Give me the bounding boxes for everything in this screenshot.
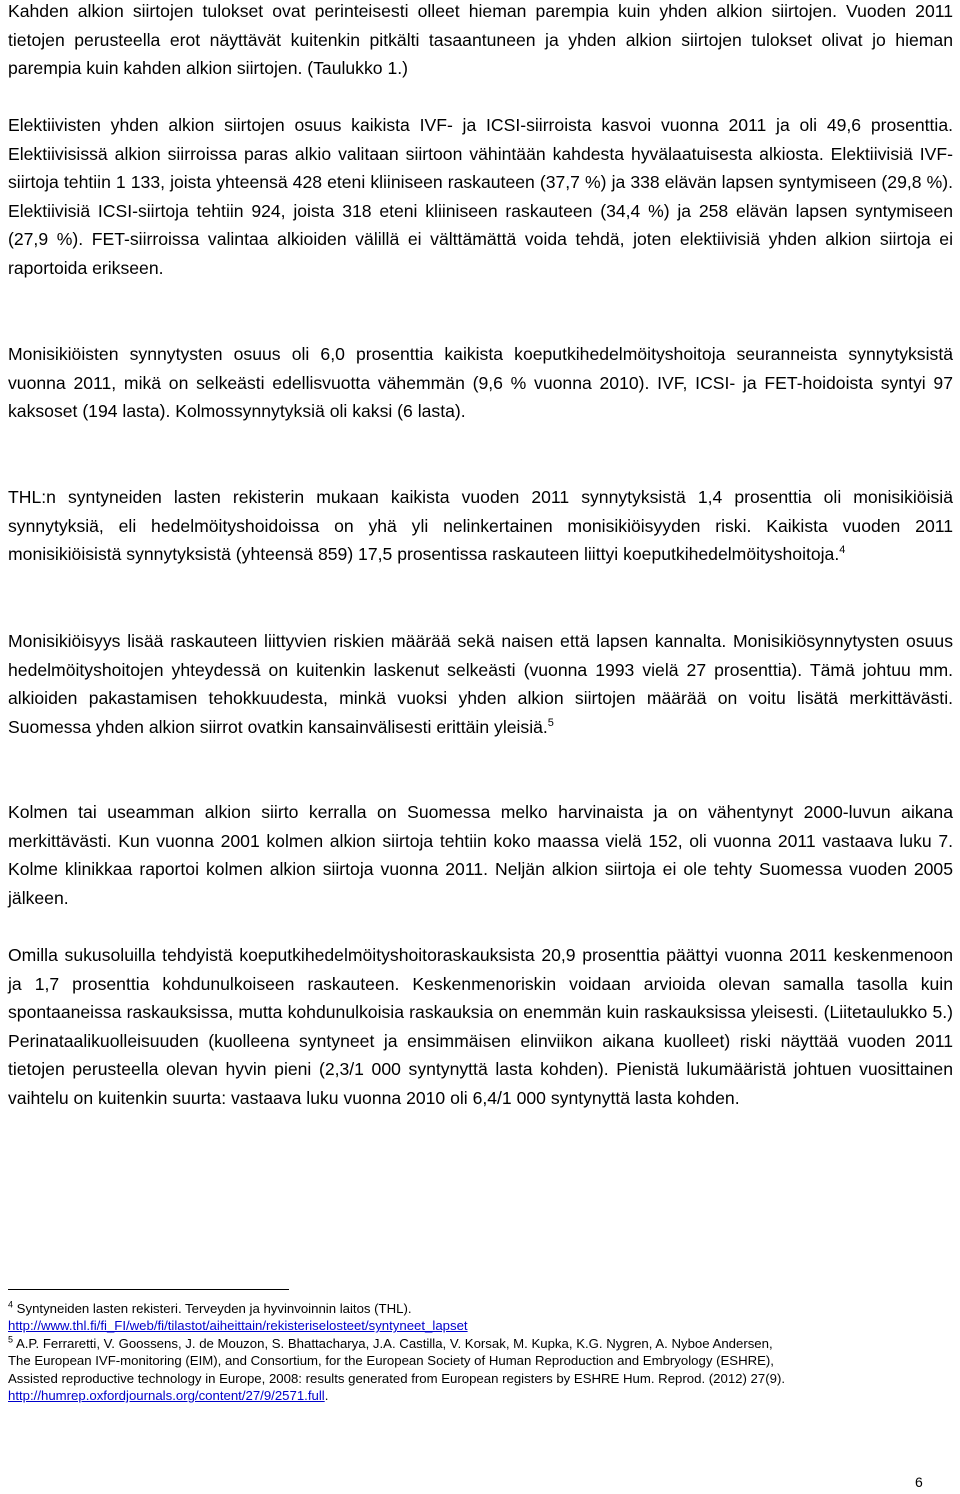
footnote-5-link[interactable]: http://humrep.oxfordjournals.org/content/27/9/2571.full xyxy=(8,1388,325,1404)
paragraph-text: Omilla sukusoluilla tehdyistä koeputkihedelmöityshoitoraskauksista 20,9 prosenttia päättyi vuonna 2011 keskenmenoon ja 1,7 prosenttia kohdunulkoiseen raskauteen. Keskenmenoriskin voidaan arvioida olevan samalla tasolla kuin spontaaneissa raskauksissa, mutta kohdunulkoisia raskauksia on enemmän kuin raskauksissa yleisesti. (Liitetaulukko 5.) Perinataalikuolleisuuden (kuolleena syntyneet ja ensimmäisen elinviikon aikana kuolleet) riski näyttää vuoden 2011 tietojen perusteella olevan hyvin pieni (2,3/1 000 syntynyttä lasta kohden). Pienistä lukumääristä johtuen vuosittainen vaihtelu on kuitenkin suurta: vastaava luku vuonna 2010 oli 6,4/1 000 syntynyttä lasta kohden. xyxy=(8,945,953,1108)
footnote-5-link-line xyxy=(8,1387,953,1404)
footnotes xyxy=(8,1300,953,1404)
paragraph-text: Kolmen tai useamman alkion siirto kerralla on Suomessa melko harvinaista ja on vähentynyt 2000-luvun aikana merkittävästi. Kun vuonna 2001 kolmen alkion siirtoja tehtiin koko maassa vielä 152, oli vuonna 2011 vastaava luku 7. Kolme klinikkaa raportoi kolmen alkion siirtoja vuonna 2011. Neljän alkion siirtoja ei ole tehty Suomessa vuoden 2005 jälkeen. xyxy=(8,802,953,908)
paragraph-text: Monisikiöisyys lisää raskauteen liittyvien riskien määrää sekä naisen että lapsen kannalta. Monisikiösynnytysten osuus hedelmöityshoitojen yhteydessä on kuitenkin laskenut selkeästi (vuonna 1993 vielä 27 prosenttia). Tämä johtuu mm. alkioiden pakastamisen tehokkuudesta, minkä vuoksi yhden alkion siirtojen määrää on voitu lisätä merkittävästi. Suomessa yhden alkion siirrot ovatkin kansainvälisesti erittäin yleisiä. xyxy=(8,631,953,737)
footnote-4-link[interactable]: http://www.thl.fi/fi_FI/web/fi/tilastot/aiheittain/rekisteriselosteet/syntyneet_lapset xyxy=(8,1318,468,1334)
paragraph-text: Kahden alkion siirtojen tulokset ovat perinteisesti olleet hieman parempia kuin yhden alkion siirtojen. Vuoden 2011 tietojen perusteella erot näyttävät kuitenkin pitkälti tasaantuneen ja yhden alkion siirtojen tulokset olivat jo hieman parempia kuin kahden alkion siirtojen. (Taulukko 1.) xyxy=(8,1,953,79)
paragraph-multiple-births xyxy=(8,340,953,426)
paragraph-text: Elektiivisten yhden alkion siirtojen osuus kaikista IVF- ja ICSI-siirroista kasvoi vuonna 2011 ja oli 49,6 prosenttia. Elektiivisissä alkion siirroissa paras alkio valitaan siirtoon vähintään kahdesta hyvälaatuisesta alkiosta. Elektiivisiä IVF-siirtoja tehtiin 1 133, joista yhteensä 428 eteni kliiniseen raskauteen (37,7 %) ja 338 elävän lapsen syntymiseen (29,8 %). Elektiivisiä ICSI-siirtoja tehtiin 924, joista 318 eteni kliiniseen raskauteen (34,4 %) ja 258 elävän lapsen syntymiseen (27,9 %). FET-siirroissa valintaa alkioiden välillä ei välttämättä voida tehdä, joten elektiivisiä yhden alkion siirtoja ei raportoida erikseen. xyxy=(8,115,953,278)
page-number: 6 xyxy=(915,1474,923,1490)
footnote-5-line-2: The European IVF-monitoring (EIM), and Consortium, for the European Society of Human Reproduction and Embryology (ESHRE), xyxy=(8,1353,774,1369)
footnote-5-number: 5 xyxy=(8,1334,14,1345)
paragraph-multiple-pregnancy-risks xyxy=(8,627,953,741)
footnote-separator xyxy=(8,1289,289,1290)
footnote-5-line-1 xyxy=(8,1335,953,1352)
paragraph-thl-registry xyxy=(8,483,953,569)
footnote-4-line xyxy=(8,1300,953,1317)
footnote-5-authors: A.P. Ferraretti, V. Goossens, J. de Mouzon, S. Bhattacharya, J.A. Castilla, V. Korsak, M. Kupka, K.G. Nygren, A. Nyboe Andersen, xyxy=(13,1335,773,1351)
paragraph-three-embryo-transfers xyxy=(8,798,953,912)
footnote-5-link-tail: . xyxy=(324,1388,329,1404)
footnote-ref-5[interactable]: 5 xyxy=(547,716,554,729)
paragraph-text: THL:n syntyneiden lasten rekisterin mukaan kaikista vuoden 2011 synnytyksistä 1,4 prosenttia oli monisikiöisiä synnytyksiä, eli hedelmöityshoidoissa on yhä yli nelinkertainen monisikiöisyyden riski. Kaikista vuoden 2011 monisikiöisistä synnytyksistä (yhteensä 859) 17,5 prosentissa raskauteen liittyi koeputkihedelmöityshoitoja. xyxy=(8,487,953,565)
footnote-4-link-line xyxy=(8,1317,953,1334)
paragraph-embryo-transfer-results xyxy=(8,0,953,83)
paragraph-miscarriage-risk xyxy=(8,941,953,1113)
paragraph-text: Monisikiöisten synnytysten osuus oli 6,0 prosenttia kaikista koeputkihedelmöityshoitoja seuranneista synnytyksistä vuonna 2011, mikä on selkeästi edellisvuotta vähemmän (9,6 % vuonna 2010). IVF, ICSI- ja FET-hoidoista syntyi 97 kaksoset (194 lasta). Kolmossynnytyksiä oli kaksi (6 lasta). xyxy=(8,344,953,422)
footnote-4-text: Syntyneiden lasten rekisteri. Terveyden ja hyvinvoinnin laitos (THL). xyxy=(13,1301,412,1316)
paragraph-elective-single-transfers xyxy=(8,111,953,283)
footnote-5-line-3: Assisted reproductive technology in Europe, 2008: results generated from European registers by ESHRE Hum. Reprod. (2012) 27(9). xyxy=(8,1370,785,1386)
footnote-ref-4[interactable]: 4 xyxy=(839,544,846,557)
footnote-4-number: 4 xyxy=(8,1299,14,1310)
